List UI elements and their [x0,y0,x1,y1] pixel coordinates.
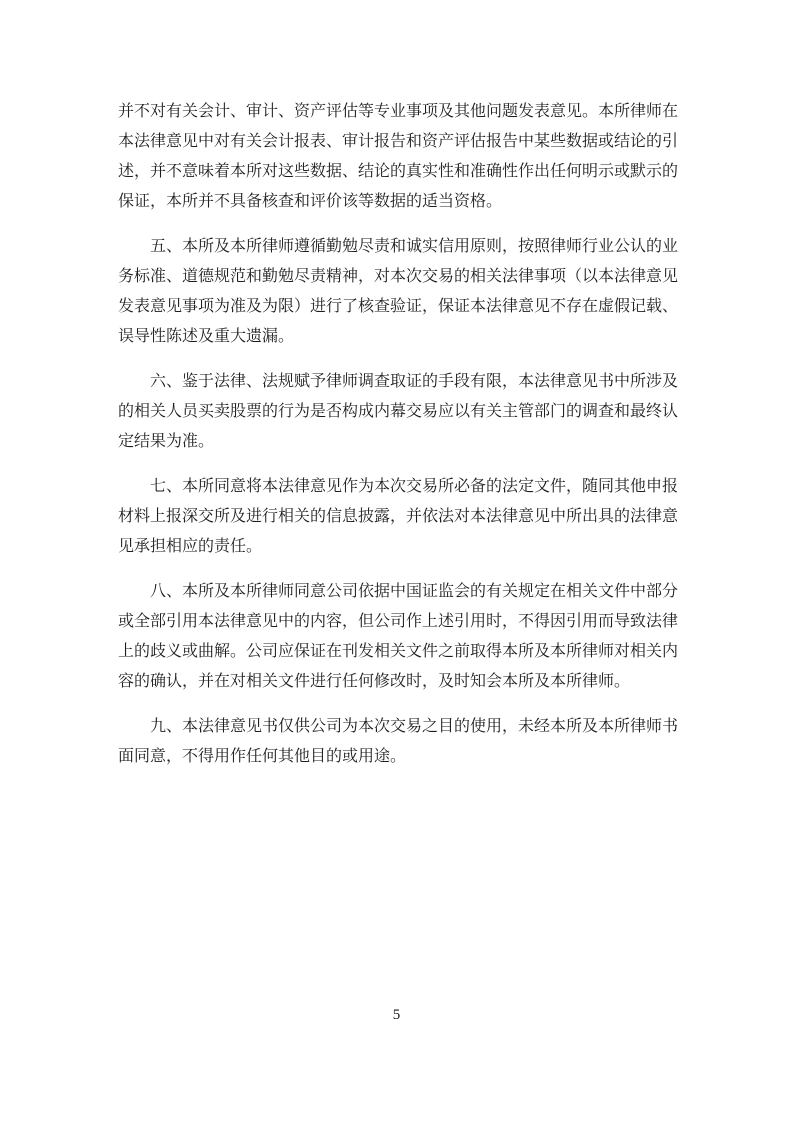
document-body [118,97,678,787]
paragraph-item-9: 九、本法律意见书仅供公司为本次交易之目的使用，未经本所及本所律师书面同意，不得用作任何其他目的或用途。 [118,718,679,765]
paragraph-item-6: 六、鉴于法律、法规赋予律师调查取证的手段有限，本法律意见书中所涉及的相关人员买卖股票的行为是否构成内幕交易应以有关主管部门的调查和最终认定结果为准。 [118,373,679,450]
paragraph-continuation: 并不对有关会计、审计、资产评估等专业事项及其他问题发表意见。本所律师在本法律意见中对有关会计报表、审计报告和资产评估报告中某些数据或结论的引述，并不意味着本所对这些数据、结论的真实性和准确性作出任何明示或默示的保证，本所并不具备核查和评价该等数据的适当资格。 [118,103,679,210]
paragraph-item-7: 七、本所同意将本法律意见作为本次交易所必备的法定文件，随同其他申报材料上报深交所及进行相关的信息披露，并依法对本法律意见中所出具的法律意见承担相应的责任。 [118,478,679,555]
paragraph-item-5: 五、本所及本所律师遵循勤勉尽责和诚实信用原则，按照律师行业公认的业务标准、道德规范和勤勉尽责精神，对本次交易的相关法律事项（以本法律意见发表意见事项为准及为限）进行了核查验证，保证本法律意见不存在虚假记载、误导性陈述及重大遗漏。 [118,238,679,345]
paragraph-item-8: 八、本所及本所律师同意公司依据中国证监会的有关规定在相关文件中部分或全部引用本法律意见中的内容，但公司作上述引用时，不得因引用而导致法律上的歧义或曲解。公司应保证在刊发相关文件之前取得本所及本所律师对相关内容的确认，并在对相关文件进行任何修改时，及时知会本所及本所律师。 [118,583,679,690]
page-number: 5 [392,1007,401,1023]
